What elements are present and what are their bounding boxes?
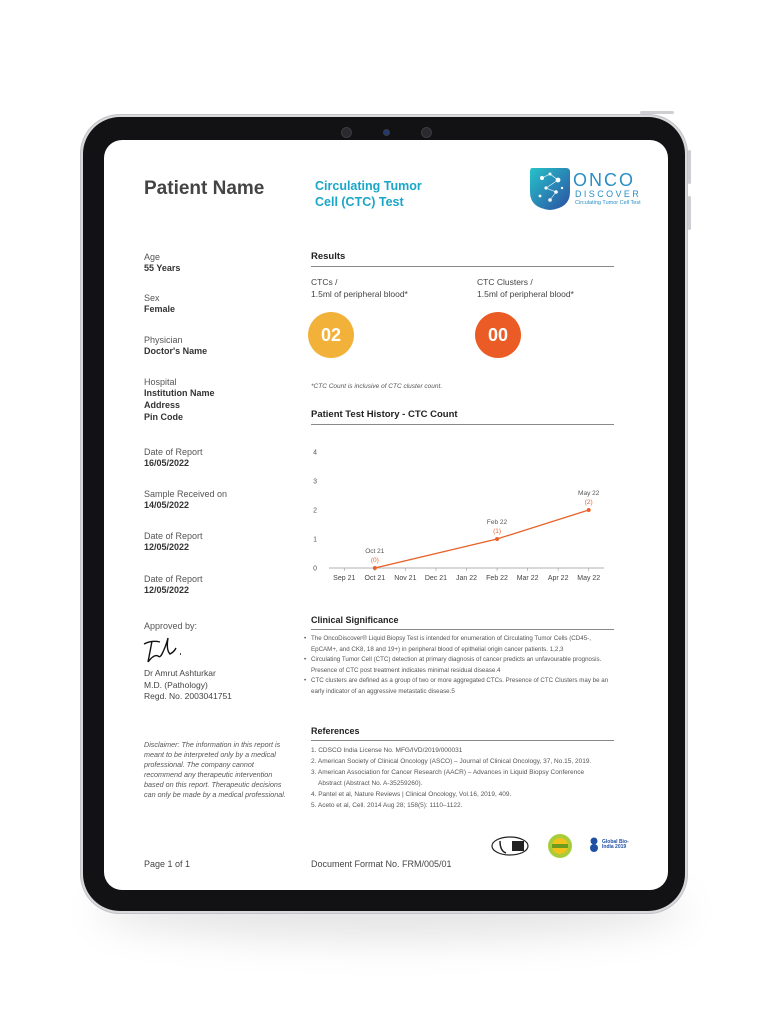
x-tick-label: Dec 21 (424, 575, 448, 582)
clusters-label-line: CTC Clusters / (477, 277, 533, 287)
volume-button (688, 150, 691, 184)
signature-icon (140, 632, 200, 666)
results-heading: Results (311, 251, 346, 262)
point-value-label: (1) (493, 528, 502, 535)
clinical-list (304, 634, 618, 697)
clusters-label-line: 1.5ml of peripheral blood* (477, 289, 574, 299)
report-page[interactable] (104, 140, 668, 890)
point-category-label: Oct 21 (365, 548, 385, 555)
bio-india-text: Global Bio-India 2019 (602, 838, 629, 850)
field-label: Date of Report (144, 574, 203, 584)
logo-tagline: Circulating Tumor Cell Test (575, 200, 641, 206)
award-badge-icon (546, 832, 574, 862)
x-tick-label: May 22 (577, 575, 601, 582)
patient-name-heading: Patient Name (144, 178, 265, 199)
bullet-text: Circulating Tumor Cell (CTC) detection at primary diagnosis of cancer predicts an unfavourable prognosis. Presence of CTC post treatment indicates minimal residual disease.4 (311, 656, 602, 674)
volume-button (688, 196, 691, 230)
global-bio-india-logo (588, 837, 636, 853)
list-item: • Circulating Tumor Cell (CTC) detection at primary diagnosis of cancer predicts an unfavourable prognosis. Presence of CTC post treatment indicates minimal residual disease.4 (304, 655, 618, 676)
reference-item: 2. American Society of Clinical Oncology (ASCO) – Journal of Clinical Oncology, 37, No.15, 2019. (311, 758, 592, 765)
patient-sex (144, 293, 175, 315)
reference-item: 3. American Association for Cancer Research (AACR) – Advances in Liquid Biopsy Conference (311, 769, 585, 776)
y-tick-label: 3 (313, 478, 317, 486)
clusters-label (477, 276, 574, 300)
x-tick-label: Feb 22 (486, 575, 508, 582)
field-label: Date of Report (144, 447, 203, 457)
approver-qualification: M.D. (Pathology) (144, 679, 208, 690)
reference-item: Abstract (Abstract No. A-35259260). (318, 780, 423, 787)
date-of-report-1 (144, 447, 203, 469)
ctc-history-chart (299, 440, 619, 590)
data-point (495, 537, 499, 541)
point-category-label: May 22 (578, 490, 600, 497)
approver-name: Dr Amrut Ashturkar (144, 668, 216, 678)
field-label: Hospital (144, 377, 177, 387)
x-tick-label: Sep 21 (333, 575, 356, 582)
y-tick-label: 4 (313, 449, 317, 457)
divider (311, 629, 614, 630)
date-of-report-2 (144, 531, 203, 553)
certification-icon (490, 836, 530, 858)
reference-item: 1. CDSCO India License No. MFG/IVD/2019/000031 (311, 747, 463, 754)
bullet-text: The OncoDiscover® Liquid Biopsy Test is intended for enumeration of Circulating Tumor Cells (CD45-, EpCAM+, and CK8, 18 and 19+) in peripheral blood of epithelial origin cancer patients. 1,2,3 (311, 635, 591, 653)
divider (311, 424, 614, 425)
sensor-icon (421, 127, 432, 138)
ctc-label (311, 276, 408, 300)
x-tick-label: Apr 22 (547, 575, 569, 582)
ctc-count-badge: 02 (308, 312, 354, 358)
list-item: • The OncoDiscover® Liquid Biopsy Test is intended for enumeration of Circulating Tumor Cells (CD45-, EpCAM+, and CK8, 18 and 19+) in peripheral blood of epithelial origin cancer patients. 1,2,3 (304, 634, 618, 655)
divider (311, 266, 614, 267)
logo-wordmark: ONCO (573, 170, 635, 190)
field-value: Pin Code (144, 412, 184, 422)
history-heading: Patient Test History - CTC Count (311, 409, 458, 420)
reference-item: 4. Pantel et al, Nature Reviews | Clinical Oncology, Vol.16, 2019, 409. (311, 791, 512, 798)
series-line (375, 510, 589, 568)
bio-india-icon (588, 837, 600, 853)
field-value: 55 Years (144, 263, 181, 273)
field-value: Female (144, 304, 176, 314)
iso-certification-logo (490, 836, 530, 863)
list-item: • CTC clusters are defined as a group of two or more aggregated CTCs. Presence of CTC Clusters may be an early indicator of an aggressive metastatic disease.5 (304, 676, 618, 697)
point-value-label: (0) (370, 557, 379, 564)
patient-age (144, 252, 180, 274)
data-point (587, 508, 591, 512)
disclaimer-text: Disclaimer: The information in this report is meant to be interpreted only by a medical professional. The company cannot recommend any therapeutic intervention based on this report. Therapeutic decisions can only be made by a medical professional. (144, 740, 286, 799)
x-tick-label: Oct 21 (364, 575, 386, 582)
field-value: Doctor's Name (144, 346, 208, 356)
ctc-label-line: CTCs / (311, 277, 338, 287)
sample-received (144, 489, 227, 511)
approver-registration: Regd. No. 2003041751 (144, 691, 232, 701)
ctc-label-line: 1.5ml of peripheral blood* (311, 289, 408, 299)
dna-logo-icon (528, 162, 572, 212)
x-tick-label: Jan 22 (455, 575, 478, 582)
cluster-count-badge: 00 (475, 312, 521, 358)
field-label: Date of Report (144, 531, 203, 541)
field-value: Address (144, 400, 181, 410)
field-value: Institution Name (144, 388, 215, 398)
ctc-note: *CTC Count is inclusive of CTC cluster count. (311, 383, 443, 390)
references-list (311, 745, 616, 811)
patient-hospital (144, 377, 215, 423)
page-number: Page 1 of 1 (144, 859, 191, 869)
approver-block (144, 668, 232, 703)
bullet-text: CTC clusters are defined as a group of two or more aggregated CTCs. Presence of CTC Clusters may be an early indicator of an aggressive metastatic disease.5 (311, 677, 609, 695)
field-label: Sample Received on (144, 489, 228, 499)
field-value: 14/05/2022 (144, 500, 190, 510)
bis-approval-logo (546, 832, 574, 867)
power-button (640, 111, 674, 114)
oncodiscover-logo (528, 162, 648, 214)
field-value: 12/05/2022 (144, 542, 190, 552)
camera-icon (383, 129, 390, 136)
patient-physician (144, 335, 207, 357)
document-format: Document Format No. FRM/005/01 (311, 859, 452, 869)
field-label: Physician (144, 335, 183, 345)
reference-item: 5. Aceto et al, Cell. 2014 Aug 28; 158(5): 1110–1122. (311, 802, 463, 809)
date-of-report-3 (144, 574, 203, 596)
field-label: Sex (144, 293, 160, 303)
divider (311, 740, 614, 741)
test-title: Circulating Tumor Cell (CTC) Test (315, 179, 422, 209)
point-category-label: Feb 22 (486, 519, 508, 526)
field-value: 12/05/2022 (144, 585, 190, 595)
x-tick-label: Mar 22 (516, 575, 539, 582)
field-label: Age (144, 252, 161, 262)
x-tick-label: Nov 21 (394, 575, 417, 582)
data-point (373, 566, 377, 570)
approved-by-label: Approved by: (144, 621, 198, 631)
point-value-label: (2) (584, 499, 593, 506)
clinical-heading: Clinical Significance (311, 615, 399, 625)
y-tick-label: 2 (313, 507, 317, 515)
logo-subword: DISCOVER (575, 189, 642, 199)
field-value: 16/05/2022 (144, 458, 190, 468)
references-heading: References (311, 726, 360, 736)
sensor-icon (341, 127, 352, 138)
y-tick-label: 1 (313, 536, 317, 544)
y-tick-label: 0 (313, 565, 317, 573)
